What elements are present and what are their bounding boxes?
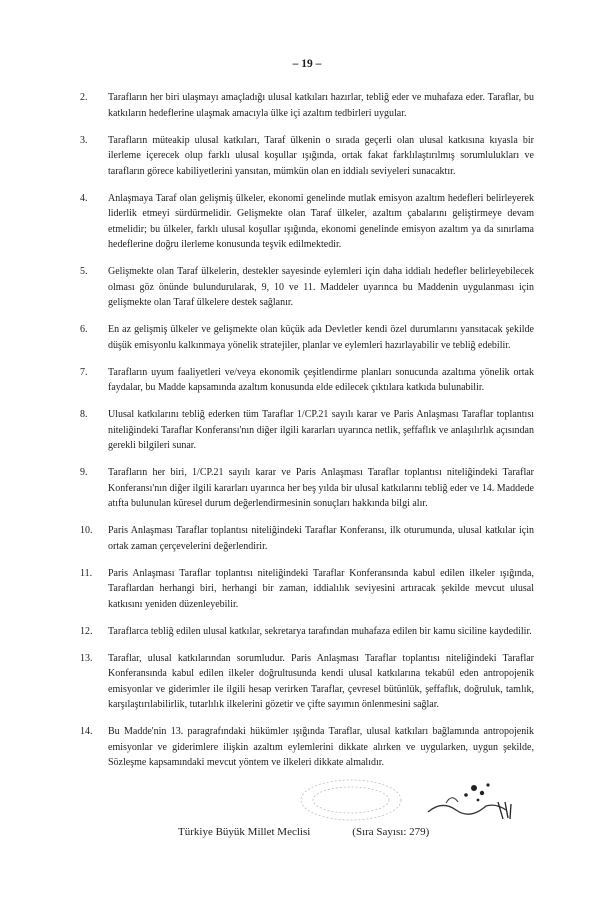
paragraph-text: Gelişmekte olan Taraf ülkelerin, destekler sayesinde eylemleri için daha iddialı hedefler belirleyebilecek olması göz önünde bulundurularak, 9, 10 ve 11. Maddeler uyarınca bu Maddenin uygulanması için gelişmekte olan Taraf ülkelere destek sağlanır. (108, 266, 534, 308)
list-item (72, 651, 534, 713)
list-item (72, 264, 534, 311)
list-item (72, 465, 534, 512)
paragraph-number: 4. (80, 192, 88, 204)
footer-institution: Türkiye Büyük Millet Meclisi (178, 826, 311, 838)
paragraph-text: Paris Anlaşması Taraflar toplantısı niteliğindeki Taraflar Konferansı, ilk oturumunda, ulusal katkılar için ortak zaman çerçevelerini değerlendirir. (108, 525, 534, 552)
list-item (72, 566, 534, 613)
paragraph-number: 2. (80, 92, 88, 103)
paragraph-number: 5. (80, 266, 88, 277)
list-item (72, 322, 534, 353)
paragraph-number: 12. (80, 625, 93, 637)
paragraph-text: Taraflarca tebliğ edilen ulusal katkılar, sekretarya tarafından muhafaza edilen bir kamu siciline kaydedilir. (108, 625, 532, 637)
paragraph-text: Paris Anlaşması Taraflar toplantısı niteliğindeki Taraflar Konferansında kabul edilen ilkeler ışığında, Taraflardan herhangi biri, herhangi bir zaman, iddialılık seviyesini artıracak şekilde mevcut ulusal katkısını yeniden düzenleyebilir. (108, 567, 534, 610)
paragraph-number: 14. (80, 726, 93, 737)
paragraph-text: En az gelişmiş ülkeler ve gelişmekte olan küçük ada Devletler kendi özel durumlarını yansıtacak şekilde düşük emisyonlu kalkınmaya yönelik stratejiler, planlar ve eylemleri hazırlayabilir ve tebliğ edebilir. (108, 324, 534, 351)
list-item (72, 133, 534, 180)
list-item (72, 191, 534, 253)
paragraph-list (72, 90, 534, 782)
paragraph-number: 13. (80, 652, 93, 664)
list-item (72, 724, 534, 771)
list-item (72, 365, 534, 396)
paragraph-text: Bu Madde'nin 13. paragrafındaki hükümler ışığında Taraflar, ulusal katkıları bağlamında antropojenik emisyonlar ve giderimlere ilişkin azaltım eylemlerini dikkate alırken ve uygularken, uygun şekilde, Sözleşme kapsamındaki mevcut yöntem ve ilkeleri dikkate almalıdır. (108, 726, 534, 768)
paragraph-text: Ulusal katkılarını tebliğ ederken tüm Taraflar 1/CP.21 sayılı karar ve Paris Anlaşması Taraflar toplantısı niteliğindeki Taraflar Konferansı'nın diğer ilgili kararları uyarınca netlik, şeffaflık ve anlaşılırlık açısından gerekli bilgileri sunar. (108, 409, 534, 451)
stamp-seal-icon (296, 770, 526, 826)
list-item (72, 624, 534, 640)
paragraph-text: Taraflar, ulusal katkılarından sorumludur. Paris Anlaşması Taraflar toplantısı niteliğindeki Taraflar Konferansında kabul edilen ilkeler doğrultusunda kendi ulusal katkılarına tekabül eden antropojenik emisyonlar ve giderimler ile ilgili hesap verirken Taraflar, çevresel bütünlük, şeffaflık, doğruluk, tamlık, karşılaştırılabilirlik, tutarlılık ilkelerini gözetir ve çifte sayımın önlenmesini sağlar. (108, 652, 534, 710)
paragraph-text: Tarafların her biri, 1/CP.21 sayılı karar ve Paris Anlaşması Taraflar toplantısı niteliğindeki Taraflar Konferansı'nın diğer ilgili kararları uyarınca her beş yılda bir ulusal katkılarını tebliğ eder ve 14. Maddede atıfta bulunulan küresel durum değerlendirmesinin sonuçları hakkında bilgi alır. (108, 467, 534, 509)
paragraph-number: 6. (80, 324, 88, 335)
list-item (72, 523, 534, 554)
paragraph-text: Tarafların her biri ulaşmayı amaçladığı ulusal katkıları hazırlar, tebliğ eder ve muhafaza eder. Taraflar, bu katkıların hedeflerine ulaşmak amacıyla ülke içi azaltım tedbirleri uygular. (108, 92, 534, 119)
paragraph-number: 9. (80, 467, 88, 478)
paragraph-number: 11. (80, 567, 93, 579)
paragraph-text: Tarafların uyum faaliyetleri ve/veya ekonomik çeşitlendirme planları sonucunda azaltıma yönelik ortak faydalar, bu Madde kapsamında azaltım konusunda elde edilecek çıktılara katkıda bulunabilir. (108, 366, 534, 393)
footer (178, 826, 429, 838)
paragraph-text: Anlaşmaya Taraf olan gelişmiş ülkeler, ekonomi genelinde mutlak emisyon azaltım hedefleri belirleyerek liderlik etmeyi sürdürmelidir. Gelişmekte olan Taraf ülkeler, azaltım çabalarını geliştirmeye devam etmelidir; bu ülkeler, farklı ulusal koşullar ışığında, ekonomi genelinde emisyon azaltım ya da sınırlama hedeflerine doğru ilerleme konusunda teşvik edilmektedir. (108, 192, 534, 250)
paragraph-number: 7. (80, 366, 88, 378)
footer-sira-sayisi: (Sıra Sayısı: 279) (352, 826, 430, 838)
page-number: – 19 – (292, 58, 322, 70)
paragraph-text: Tarafların müteakip ulusal katkıları, Taraf ülkenin o sırada geçerli olan ulusal katkısına kıyasla bir ilerleme içerecek olup farklı ulusal koşullar ışığında, ortak fakat farklılaştırılmış sorumlulukları ve tarafların görece kabiliyetlerini yansıtan, mümkün olan en iddialı seviyeleri sunacaktır. (108, 134, 534, 177)
paragraph-number: 10. (80, 525, 93, 536)
list-item (72, 407, 534, 454)
paragraph-number: 3. (80, 134, 88, 146)
list-item (72, 90, 534, 121)
paragraph-number: 8. (80, 409, 88, 420)
